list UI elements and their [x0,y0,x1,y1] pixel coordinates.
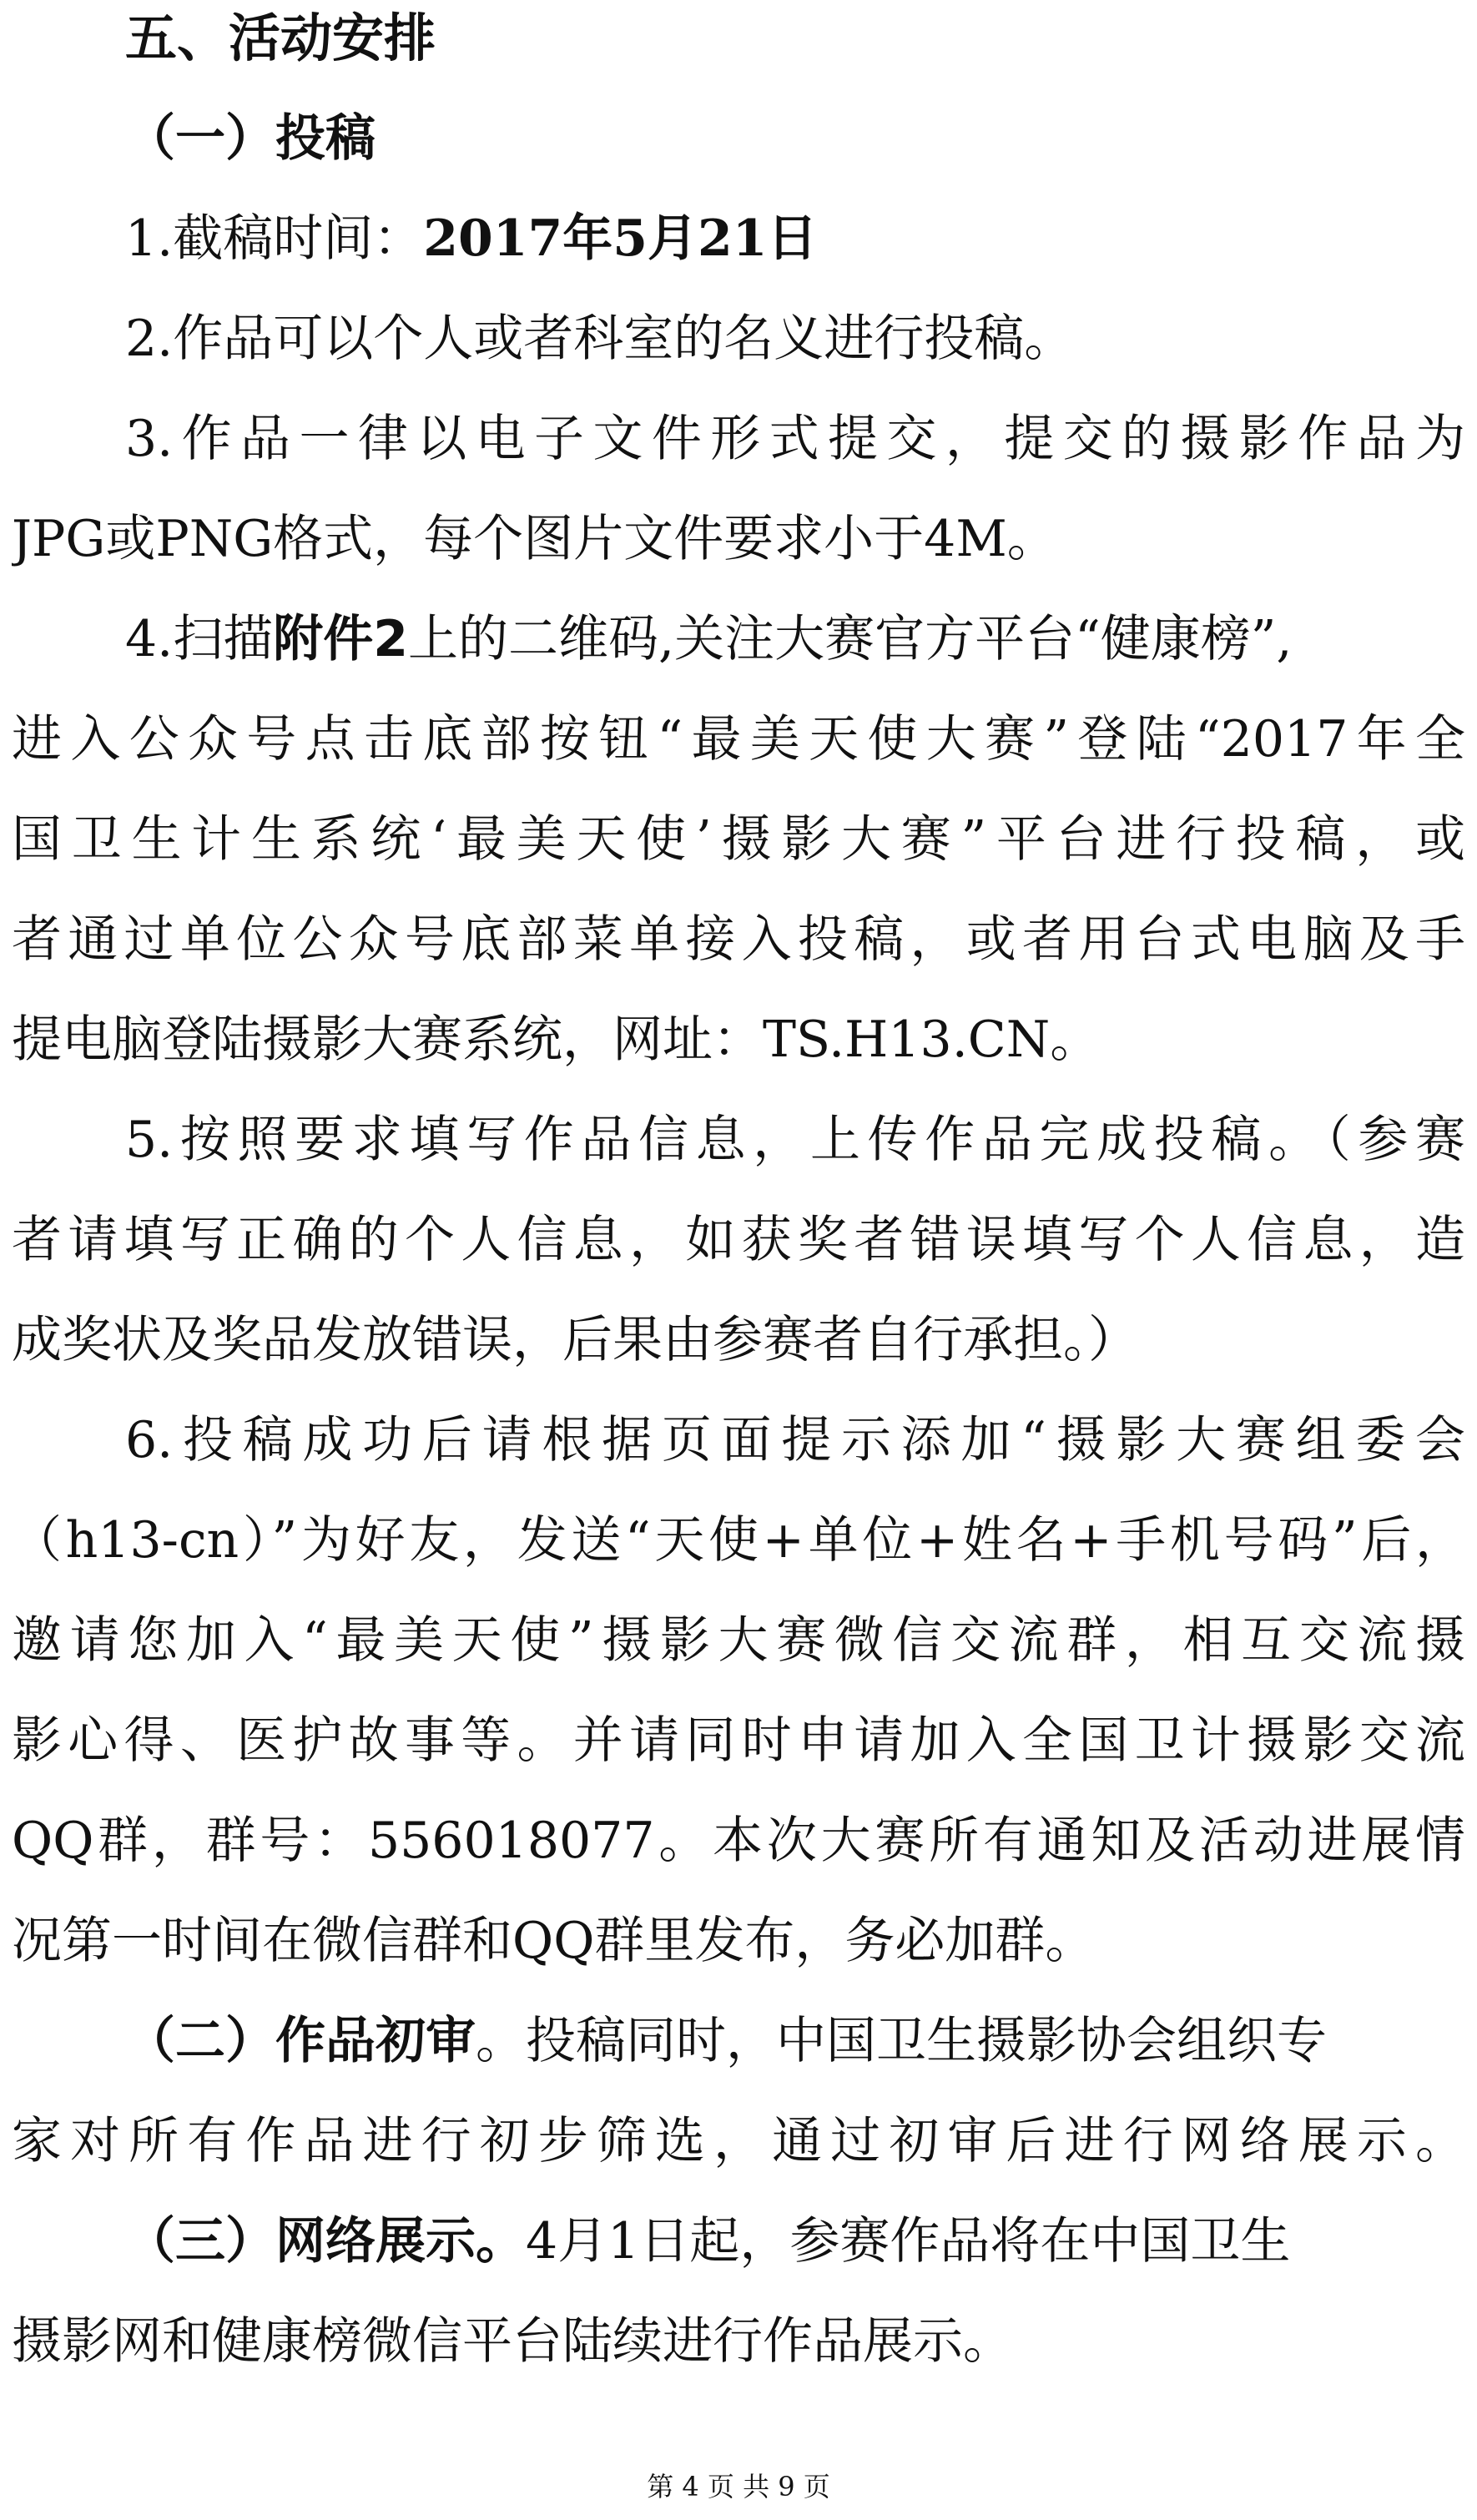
item-6-line-1: 6.投稿成功后请根据页面提示添加“摄影大赛组委会 [125,1411,1465,1469]
item-5-line-1: 5.按照要求填写作品信息，上传作品完成投稿。（参赛 [125,1111,1465,1169]
section-heading: 五、活动安排 [125,8,436,68]
item-4-line-5: 提电脑登陆摄影大赛系统，网址：TS.H13.CN。 [12,1011,1101,1069]
item-4-line-1 [125,587,1465,691]
item-2-text: 2.作品可以个人或者科室的名义进行投稿。 [125,310,1075,368]
item-6-line-2: （h13-cn）”为好友，发送“天使+单位+姓名+手机号码”后， [12,1511,1465,1570]
item-6-line-6: 况第一时间在微信群和QQ群里发布，务必加群。 [12,1912,1096,1970]
subsection-1-heading: （一）投稿 [125,109,376,168]
subsection-2-line-1-rest: 。投稿同时，中国卫生摄影协会组织专 [476,2012,1327,2070]
item-4-line-3: 国卫生计生系统‘最美天使’摄影大赛”平台进行投稿，或 [12,810,1465,869]
item-4-attachment-ref: 附件2 [273,610,408,668]
subsection-3-heading: （三）网络展示。 [125,2212,526,2271]
item-4-line-4: 者通过单位公众号底部菜单接入投稿，或者用台式电脑及手 [12,910,1465,969]
item-6-line-5: QQ群，群号：556018077。本次大赛所有通知及活动进展情 [12,1812,1465,1870]
item-4-prefix: 4.扫描 [125,610,274,668]
subsection-3-line-1-rest: 4月1日起，参赛作品将在中国卫生 [526,2212,1291,2271]
item-5-line-2: 者请填写正确的个人信息，如获奖者错误填写个人信息，造 [12,1211,1465,1269]
page-number-footer: 第 4 页 共 9 页 [647,2471,830,2502]
item-4-line-1-rest: 上的二维码,关注大赛官方平台“健康榜”, [408,610,1293,668]
item-5-line-3: 成奖状及奖品发放错误，后果由参赛者自行承担。） [12,1311,1138,1369]
subsection-2-heading: （二）作品初审 [125,2012,476,2070]
subsection-3-line-2: 摄影网和健康榜微信平台陆续进行作品展示。 [12,2312,1013,2371]
subsection-3-line-1 [125,2190,1465,2293]
item-6-line-4: 影心得、医护故事等。并请同时申请加入全国卫计摄影交流 [12,1711,1465,1770]
item-1-label: 1.截稿时间： [125,209,424,268]
subsection-2-line-2: 家对所有作品进行初步筛选，通过初审后进行网络展示。 [12,2112,1465,2170]
item-4-line-2: 进入公众号点击底部按钮“最美天使大赛”登陆“2017年全 [12,710,1465,769]
item-3-line-1: 3.作品一律以电子文件形式提交，提交的摄影作品为 [125,410,1465,468]
item-1-date: 2017年5月21日 [423,209,818,268]
subsection-2-line-1 [125,1989,1465,2093]
item-6-line-3: 邀请您加入“最美天使”摄影大赛微信交流群，相互交流摄 [12,1611,1465,1670]
item-3-line-2: JPG或PNG格式，每个图片文件要求小于4M。 [12,510,1057,568]
item-1-deadline [125,187,1465,290]
